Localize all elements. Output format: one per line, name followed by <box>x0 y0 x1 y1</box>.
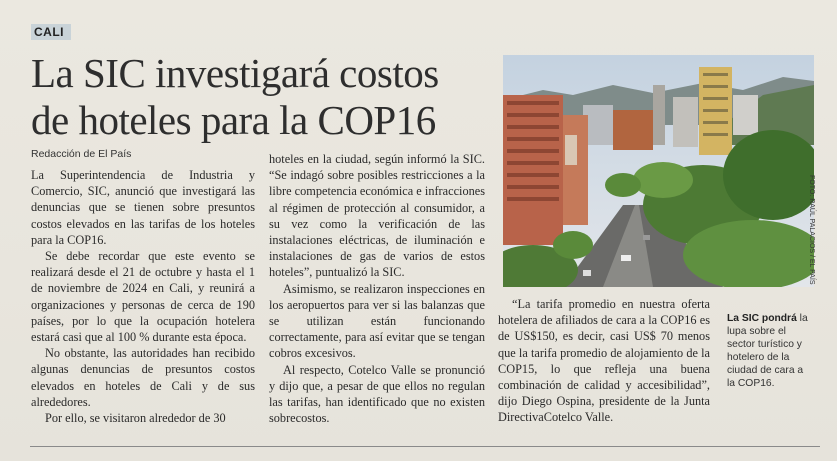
byline: Redacción de El País <box>31 148 132 160</box>
section-tag: CALI <box>31 24 71 40</box>
paragraph: Al respecto, Cotelco Valle se pronunció y dijo que, a pesar de que ellos no regulan las tarifas, han identificado que no existen sobrecostos. <box>269 362 485 426</box>
paragraph: Por ello, se visitaron alrededor de 30 <box>45 411 226 426</box>
paragraph: Asimismo, se realizaron inspecciones en los aeropuertos para ver si las balanzas que se utilizan están funcionando correctamente, para así evitar que se tengan cobros excesivos. <box>269 281 485 361</box>
paragraph: La Superintendencia de Industria y Comercio, SIC, anunció que investigará las denuncias que se tienen sobre presuntos costos elevados en las tarifas de los hoteles para la COP16. <box>31 168 255 247</box>
paragraph: Se debe recordar que este evento se realizará desde el 21 de octubre y hasta el 1 de noviembre de 2024 en Cali, y reunirá a organizaciones y personas de cerca de 190 países, por lo que la ocupación hotelera estará casi que al 100 % durante esta época. <box>31 249 255 345</box>
paragraph: No obstante, las autoridades han recibido algunas denuncias de presuntos costos elevados en hoteles de Cali y de sus alrededores. <box>31 346 255 409</box>
caption-text: la lupa sobre el sector turístico y hotelero de la ciudad de cara a la COP16. <box>727 313 808 389</box>
article-column-3 <box>498 296 710 426</box>
photo-caption <box>727 312 812 390</box>
paragraph: “La tarifa promedio en nuestra oferta hotelera de afiliados de cara a la COP16 es de US$150, es decir, casi US$ 70 menos que la tarifa promedio de alojamiento de la COP15, lo que refleja una buena combinación de calidad y accesibilidad”, dijo Diego Ospina, presidente de la Junta DirectivaCotelco Valle. <box>498 297 710 425</box>
article-column-1 <box>31 167 255 426</box>
photo-credit: FOTO: RAÚL PALACIOS / EL PAÍS <box>808 175 815 285</box>
headline: La SIC investigará costos de hoteles para la COP16 <box>31 50 439 143</box>
article-column-2 <box>269 151 485 426</box>
city-photo-illustration <box>503 55 814 287</box>
divider <box>30 446 820 447</box>
city-photo <box>503 55 814 287</box>
caption-lead: La SIC pondrá <box>727 313 797 324</box>
paragraph: hoteles en la ciudad, según informó la SIC. “Se indagó sobre posibles restricciones a la libre competencia económica e infracciones al régimen de protección al consumidor, a su vez como la verificación de las instalaciones eléctricas, de iluminación e instalaciones de gas de varios de estos hoteles”, puntualizó la SIC. <box>269 152 485 280</box>
